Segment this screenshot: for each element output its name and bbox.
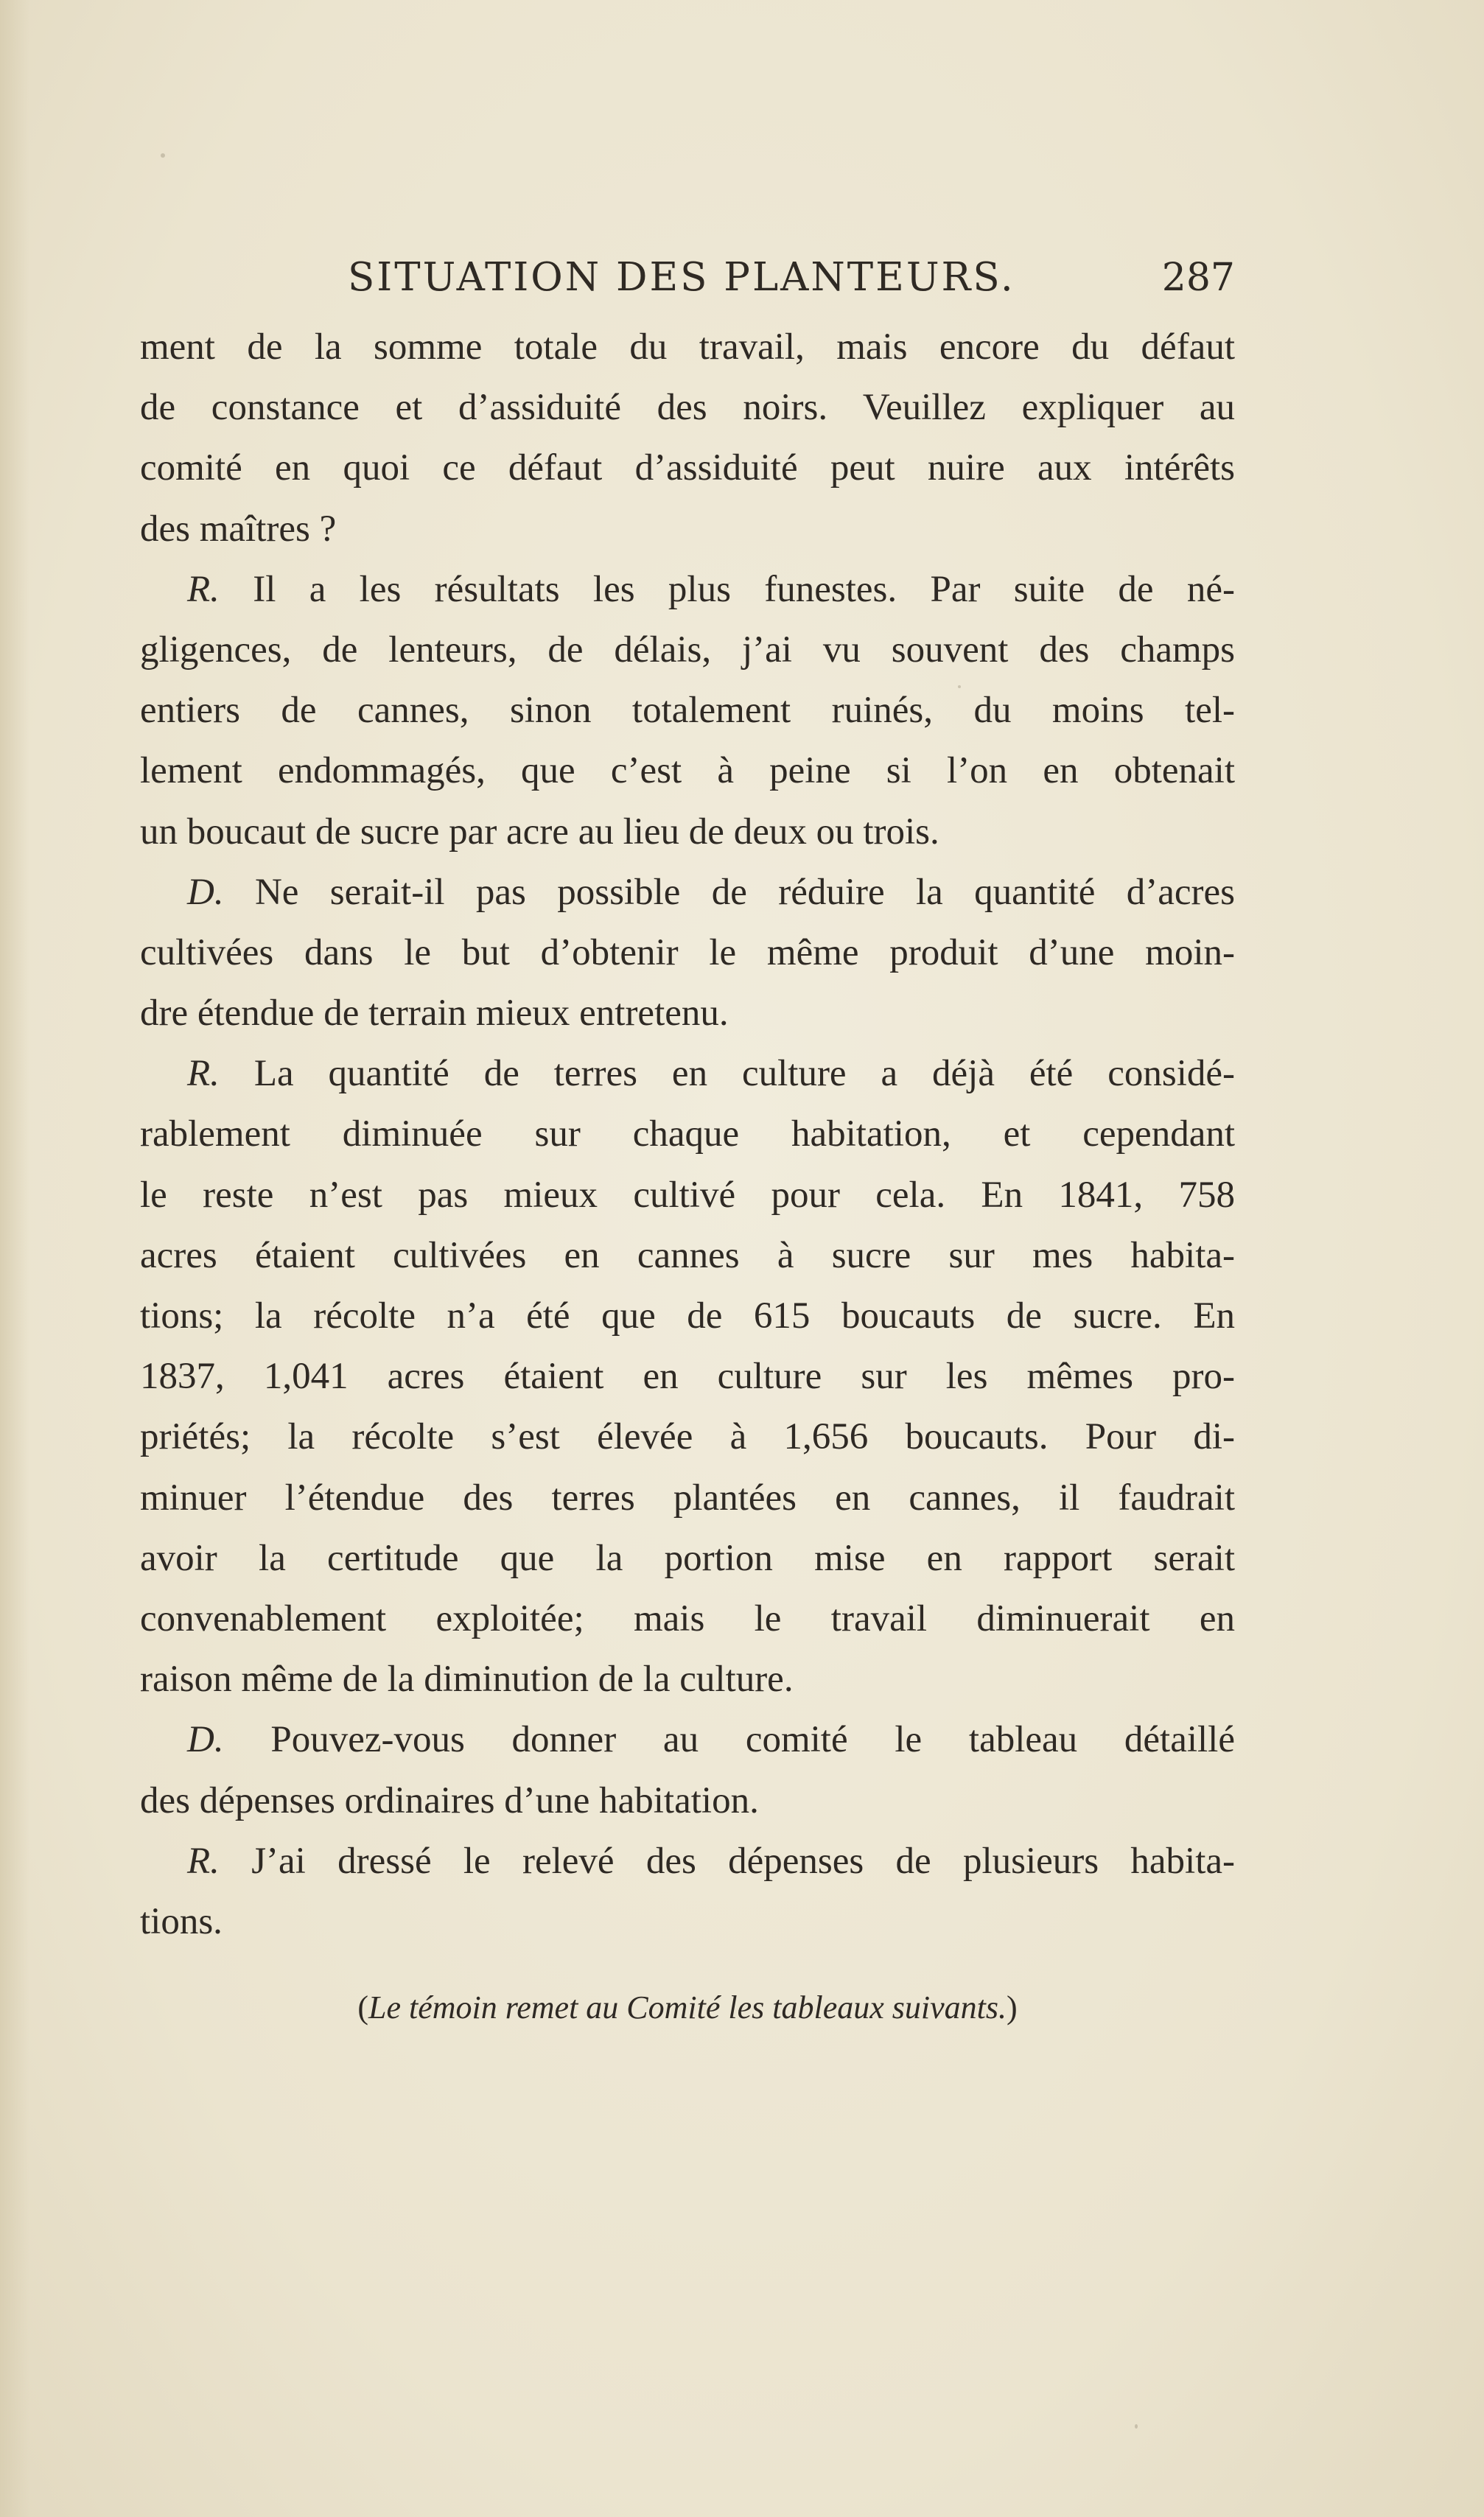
text-line: des maîtres ? [140, 508, 337, 550]
text-line: rablement diminuée sur chaque habitation, et cependant [140, 1113, 1235, 1155]
running-title: SITUATION DES PLANTEURS. [348, 255, 1015, 300]
text-line: avoir la certitude que la portion mise en rapport serait [140, 1537, 1235, 1579]
text-line: de constance et d’assiduité des noirs. Veuillez expliquer au [140, 387, 1235, 429]
text-line: le reste n’est pas mieux cultivé pour cela. En 1841, 758 [140, 1174, 1235, 1216]
text-line: priétés; la récolte s’est élevée à 1,656 boucauts. Pour di- [140, 1416, 1235, 1458]
page-number: 287 [1161, 256, 1235, 300]
text-line: tions; la récolte n’a été que de 615 boucauts de sucre. En [140, 1295, 1235, 1337]
stage-direction-caption: (Le témoin remet au Comité les tableaux suivants.) [357, 1989, 1018, 2026]
speaker-label: D. [187, 1719, 224, 1761]
text-line: R. La quantité de terres en culture a déjà été considé- [187, 1053, 1235, 1095]
speaker-label: D. [187, 871, 224, 913]
text-line: R. J’ai dressé le relevé des dépenses de plusieurs habita- [187, 1840, 1235, 1882]
page-edge-shadow [0, 0, 29, 2517]
text-line: 1837, 1,041 acres étaient en culture sur les mêmes pro- [140, 1356, 1235, 1398]
paper-speck [161, 153, 165, 158]
text-line: acres étaient cultivées en cannes à sucre sur mes habita- [140, 1234, 1235, 1276]
body-text [140, 317, 1235, 1952]
speaker-label: R. [187, 568, 220, 610]
text-line: gligences, de lenteurs, de délais, j’ai vu souvent des champs [140, 629, 1235, 671]
text-line: D. Pouvez-vous donner au comité le tableau détaillé [187, 1719, 1235, 1761]
text-line: convenablement exploitée; mais le travail diminuerait en [140, 1597, 1235, 1639]
text-line: cultivées dans le but d’obtenir le même produit d’une moin- [140, 931, 1235, 973]
paper-speck [958, 685, 961, 688]
text-line: D. Ne serait-il pas possible de réduire la quantité d’acres [187, 871, 1235, 913]
text-line: ment de la somme totale du travail, mais encore du défaut [140, 326, 1235, 368]
running-head [140, 252, 1235, 304]
caption-text: Le témoin remet au Comité les tableaux suivants. [368, 1989, 1007, 2026]
text-line: dre étendue de terrain mieux entretenu. [140, 993, 729, 1035]
text-line: un boucaut de sucre par acre au lieu de deux ou trois. [140, 811, 939, 853]
text-line: comité en quoi ce défaut d’assiduité peut nuire aux intérêts [140, 447, 1235, 489]
text-line: minuer l’étendue des terres plantées en cannes, il faudrait [140, 1477, 1235, 1519]
text-line: raison même de la diminution de la culture. [140, 1659, 794, 1701]
text-line: tions. [140, 1900, 223, 1942]
text-line: entiers de cannes, sinon totalement ruinés, du moins tel- [140, 690, 1235, 732]
speaker-label: R. [187, 1840, 220, 1882]
text-line: des dépenses ordinaires d’une habitation. [140, 1779, 759, 1821]
text-line: R. Il a les résultats les plus funestes. Par suite de né- [187, 568, 1235, 610]
speaker-label: R. [187, 1053, 220, 1095]
paper-speck [1135, 2424, 1138, 2429]
text-line: lement endommagés, que c’est à peine si l’on en obtenait [140, 750, 1235, 792]
